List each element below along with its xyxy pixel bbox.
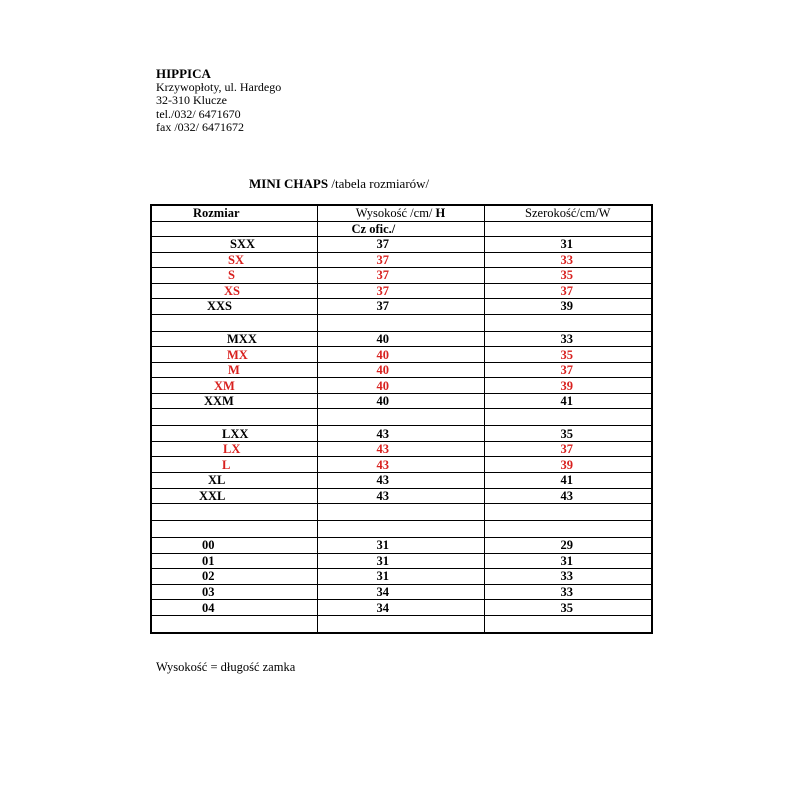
width-cell: 41	[484, 473, 652, 489]
size-cell: XS	[151, 283, 317, 299]
spacer-row	[151, 521, 652, 538]
table-row	[151, 283, 652, 299]
fax-number: fax /032/ 6471672	[156, 120, 244, 134]
height-cell: 43	[317, 441, 484, 457]
subheader-empty-cell	[484, 221, 652, 237]
spacer-cell	[151, 409, 317, 426]
title-main: MINI CHAPS	[249, 176, 329, 191]
footer-note: Wysokość = długość zamka	[156, 660, 296, 674]
column-subheader-height	[317, 221, 484, 237]
width-cell: 35	[484, 600, 652, 616]
size-cell: 02	[151, 569, 317, 585]
size-cell: LX	[151, 441, 317, 457]
height-cell: 31	[317, 553, 484, 569]
width-cell: 33	[484, 569, 652, 585]
table-row	[151, 473, 652, 489]
address-line-2: 32-310 Klucze	[156, 93, 227, 107]
width-cell: 39	[484, 457, 652, 473]
height-cell: 43	[317, 426, 484, 442]
size-cell: 00	[151, 538, 317, 554]
column-subheader-height-label: Cz ofic./	[351, 221, 396, 236]
height-cell: 40	[317, 378, 484, 394]
width-cell: 35	[484, 347, 652, 363]
size-cell: XXM	[151, 393, 317, 409]
spacer-row	[151, 314, 652, 331]
table-row	[151, 252, 652, 268]
size-cell: SX	[151, 252, 317, 268]
size-cell: XL	[151, 473, 317, 489]
size-cell: XM	[151, 378, 317, 394]
table-row	[151, 441, 652, 457]
height-cell: 40	[317, 347, 484, 363]
height-cell: 43	[317, 473, 484, 489]
height-cell: 43	[317, 457, 484, 473]
spacer-cell	[151, 521, 317, 538]
company-name: HIPPICA	[156, 66, 211, 81]
table-row	[151, 268, 652, 284]
document-title	[249, 176, 429, 192]
height-cell: 31	[317, 538, 484, 554]
height-cell: 40	[317, 393, 484, 409]
width-cell: 31	[484, 553, 652, 569]
column-header-height-label: Wysokość /cm/	[355, 206, 433, 221]
width-cell: 35	[484, 268, 652, 284]
spacer-row	[151, 504, 652, 521]
column-header-size: Rozmiar	[151, 205, 317, 221]
table-row	[151, 457, 652, 473]
spacer-row	[151, 616, 652, 634]
width-cell: 33	[484, 331, 652, 347]
size-cell: 01	[151, 553, 317, 569]
size-cell: XXS	[151, 299, 317, 315]
spacer-cell	[484, 616, 652, 634]
size-cell: XXL	[151, 488, 317, 504]
table-row	[151, 426, 652, 442]
table-header-row	[151, 205, 652, 221]
column-header-width: Szerokość/cm/W	[484, 205, 652, 221]
size-cell: 03	[151, 584, 317, 600]
width-cell: 43	[484, 488, 652, 504]
size-cell: M	[151, 362, 317, 378]
table-row	[151, 538, 652, 554]
column-header-height-letter: H	[435, 206, 446, 221]
height-cell: 37	[317, 299, 484, 315]
width-cell: 31	[484, 237, 652, 253]
size-cell: MXX	[151, 331, 317, 347]
width-cell: 39	[484, 378, 652, 394]
spacer-row	[151, 409, 652, 426]
table-row	[151, 347, 652, 363]
height-cell: 43	[317, 488, 484, 504]
width-cell: 39	[484, 299, 652, 315]
width-cell: 37	[484, 362, 652, 378]
company-header	[156, 67, 281, 135]
table-row	[151, 600, 652, 616]
title-sub: /tabela rozmiarów/	[331, 176, 430, 191]
spacer-cell	[317, 616, 484, 634]
spacer-cell	[484, 314, 652, 331]
width-cell: 37	[484, 283, 652, 299]
size-cell: SXX	[151, 237, 317, 253]
height-cell: 37	[317, 237, 484, 253]
table-row	[151, 393, 652, 409]
table-row	[151, 299, 652, 315]
size-cell: LXX	[151, 426, 317, 442]
table-row	[151, 331, 652, 347]
size-cell: MX	[151, 347, 317, 363]
height-cell: 37	[317, 252, 484, 268]
spacer-cell	[317, 504, 484, 521]
height-cell: 34	[317, 600, 484, 616]
height-cell: 40	[317, 362, 484, 378]
height-cell: 37	[317, 283, 484, 299]
size-cell: L	[151, 457, 317, 473]
width-cell: 37	[484, 441, 652, 457]
subheader-empty-cell	[151, 221, 317, 237]
height-cell: 40	[317, 331, 484, 347]
table-row	[151, 569, 652, 585]
width-cell: 41	[484, 393, 652, 409]
width-cell: 33	[484, 252, 652, 268]
spacer-cell	[317, 521, 484, 538]
table-row	[151, 553, 652, 569]
table-row	[151, 362, 652, 378]
spacer-cell	[484, 504, 652, 521]
width-cell: 29	[484, 538, 652, 554]
size-cell: S	[151, 268, 317, 284]
spacer-cell	[484, 409, 652, 426]
spacer-cell	[151, 616, 317, 634]
spacer-cell	[151, 314, 317, 331]
width-cell: 35	[484, 426, 652, 442]
spacer-cell	[317, 409, 484, 426]
spacer-cell	[317, 314, 484, 331]
table-row	[151, 378, 652, 394]
phone-number: tel./032/ 6471670	[156, 106, 241, 121]
table-subheader-row	[151, 221, 652, 237]
width-cell: 33	[484, 584, 652, 600]
table-row	[151, 584, 652, 600]
address-line-1: Krzywopłoty, ul. Hardego	[156, 79, 282, 94]
height-cell: 31	[317, 569, 484, 585]
height-cell: 34	[317, 584, 484, 600]
spacer-cell	[484, 521, 652, 538]
spacer-cell	[151, 504, 317, 521]
table-row	[151, 488, 652, 504]
size-table	[150, 204, 653, 634]
table-row	[151, 237, 652, 253]
size-cell: 04	[151, 600, 317, 616]
height-cell: 37	[317, 268, 484, 284]
column-header-height	[317, 205, 484, 221]
